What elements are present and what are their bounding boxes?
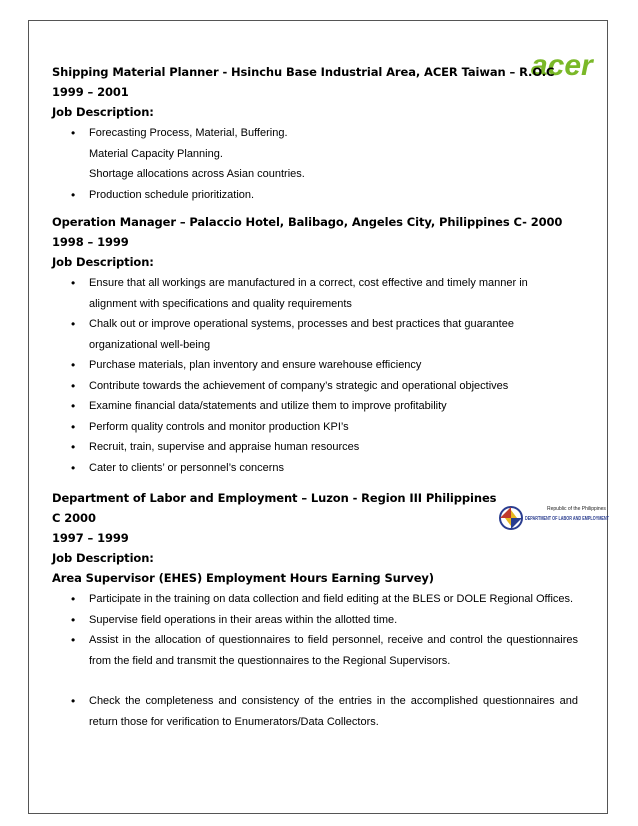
list-item: • Check the completeness and consistency of the entries in the accomplished questionnaires and return those for verification to Enumerators/Data Collectors.: [52, 691, 592, 732]
job-years: 1999 – 2001: [52, 85, 129, 99]
list-item: • Supervise field operations in their areas within the allotted time.: [52, 610, 592, 631]
list-item: • Examine financial data/statements and utilize them to improve profitability: [52, 396, 552, 417]
job-description-list: [52, 273, 592, 478]
list-item: • Participate in the training on data collection and field editing at the BLES or DOLE Regional Offices.: [52, 589, 592, 610]
job-role: Area Supervisor (EHES) Employment Hours Earning Survey): [52, 571, 434, 585]
job-years: 1997 – 1999: [52, 531, 129, 545]
job-description-label: Job Description:: [52, 105, 154, 119]
list-item-continuation: Shortage allocations across Asian countries.: [89, 168, 305, 180]
list-item: • Ensure that all workings are manufactured in a correct, cost effective and timely manner in alignment with specifications and quality requirements: [52, 273, 552, 314]
job-subtitle: C 2000: [52, 511, 96, 525]
job-title: Department of Labor and Employment – Luzon - Region III Philippines: [52, 491, 497, 505]
list-item: • Production schedule prioritization.: [52, 185, 592, 206]
list-item: • Chalk out or improve operational systems, processes and best practices that guarantee organizational well-being: [52, 314, 552, 355]
list-item: • Forecasting Process, Material, Buffering.: [52, 123, 592, 144]
list-item: • Assist in the allocation of questionnaires to field personnel, receive and control the questionnaires from the field and transmit the questionnaires to the Regional Supervisors.: [52, 630, 592, 671]
job-description-label: Job Description:: [52, 255, 154, 269]
job-title: Operation Manager – Palaccio Hotel, Balibago, Angeles City, Philippines C- 2000: [52, 215, 563, 229]
dole-logo-line1: Republic of the Philippines: [547, 506, 606, 512]
job-description-list: [52, 589, 592, 732]
list-item: • Cater to clients’ or personnel’s concerns: [52, 458, 552, 479]
job-title: Shipping Material Planner - Hsinchu Base Industrial Area, ACER Taiwan – R.O.C: [52, 65, 555, 79]
list-item: • Contribute towards the achievement of company’s strategic and operational objectives: [52, 376, 552, 397]
list-item: • Perform quality controls and monitor production KPI’s: [52, 417, 552, 438]
dole-logo-line2: DEPARTMENT OF LABOR AND EMPLOYMENT: [525, 516, 610, 522]
list-item: • Purchase materials, plan inventory and ensure warehouse efficiency: [52, 355, 552, 376]
job-years: 1998 – 1999: [52, 235, 129, 249]
job-section-hotel: [52, 212, 592, 478]
job-section-acer: [52, 62, 592, 205]
acer-logo-text: acer: [531, 49, 593, 82]
job-description-list: [52, 123, 592, 205]
list-item: • Recruit, train, supervise and appraise human resources: [52, 437, 552, 458]
job-description-label: Job Description:: [52, 551, 154, 565]
list-item-continuation: Material Capacity Planning.: [89, 147, 223, 160]
job-section-dole: [52, 488, 592, 732]
